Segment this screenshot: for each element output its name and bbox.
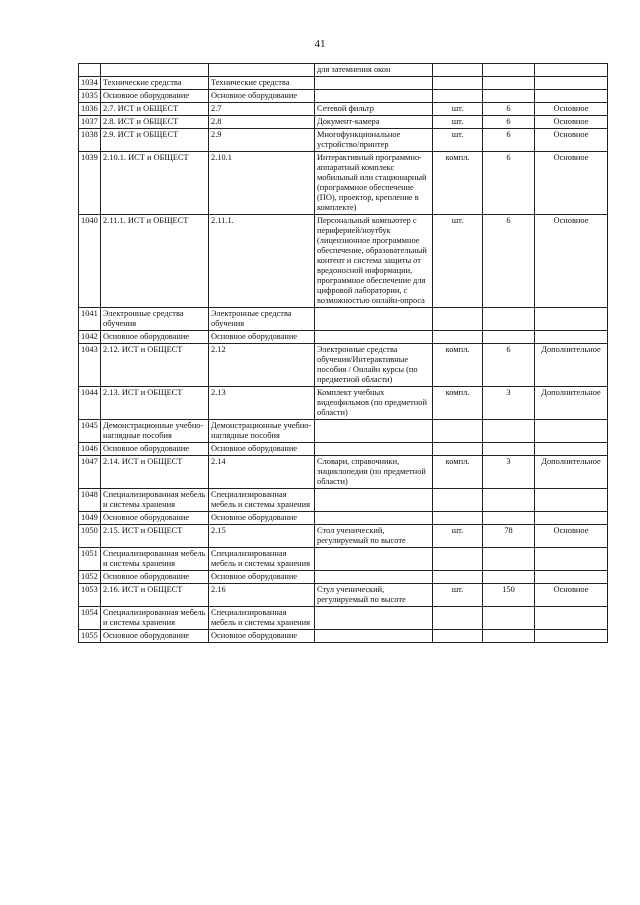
- equipment-type-cell: Основное: [535, 215, 608, 308]
- section-cell: Основное оборудование: [101, 630, 209, 643]
- equipment-type-cell: Дополнительное: [535, 456, 608, 489]
- quantity-cell: [483, 90, 535, 103]
- equipment-type-cell: [535, 64, 608, 77]
- row-number: 1041: [79, 308, 101, 331]
- row-number: 1044: [79, 387, 101, 420]
- equipment-table-body: [79, 64, 608, 643]
- equipment-type-cell: [535, 607, 608, 630]
- unit-cell: [433, 630, 483, 643]
- code-cell: 2.13: [209, 387, 315, 420]
- quantity-cell: [483, 331, 535, 344]
- item-name-cell: [315, 90, 433, 103]
- table-row: [79, 331, 608, 344]
- equipment-type-cell: [535, 90, 608, 103]
- equipment-type-cell: [535, 512, 608, 525]
- quantity-cell: [483, 630, 535, 643]
- item-name-cell: [315, 512, 433, 525]
- section-cell: 2.12. ИСТ и ОБЩЕСТ: [101, 344, 209, 387]
- code-cell: Основное оборудование: [209, 571, 315, 584]
- row-number: 1049: [79, 512, 101, 525]
- section-cell: 2.8. ИСТ и ОБЩЕСТ: [101, 116, 209, 129]
- row-number: 1036: [79, 103, 101, 116]
- equipment-type-cell: [535, 489, 608, 512]
- item-name-cell: Документ-камера: [315, 116, 433, 129]
- page-number: 41: [314, 38, 326, 50]
- equipment-type-cell: Основное: [535, 103, 608, 116]
- unit-cell: шт.: [433, 103, 483, 116]
- item-name-cell: Словари, справочники, энциклопедии (по предметной области): [315, 456, 433, 489]
- equipment-type-cell: Основное: [535, 116, 608, 129]
- section-cell: Специализированная мебель и системы хранения: [101, 489, 209, 512]
- item-name-cell: [315, 571, 433, 584]
- row-number: 1050: [79, 525, 101, 548]
- equipment-type-cell: [535, 571, 608, 584]
- code-cell: 2.10.1: [209, 152, 315, 215]
- section-cell: 2.7. ИСТ и ОБЩЕСТ: [101, 103, 209, 116]
- table-row: [79, 103, 608, 116]
- code-cell: Электронные средства обучения: [209, 308, 315, 331]
- row-number: 1042: [79, 331, 101, 344]
- quantity-cell: 3: [483, 387, 535, 420]
- code-cell: 2.16: [209, 584, 315, 607]
- table-row: [79, 630, 608, 643]
- item-name-cell: Стул ученический, регулируемый по высоте: [315, 584, 433, 607]
- item-name-cell: [315, 331, 433, 344]
- item-name-cell: [315, 630, 433, 643]
- code-cell: 2.7: [209, 103, 315, 116]
- unit-cell: [433, 77, 483, 90]
- quantity-cell: 6: [483, 152, 535, 215]
- item-name-cell: [315, 443, 433, 456]
- row-number: 1040: [79, 215, 101, 308]
- section-cell: 2.15. ИСТ и ОБЩЕСТ: [101, 525, 209, 548]
- equipment-type-cell: Основное: [535, 525, 608, 548]
- section-cell: [101, 64, 209, 77]
- code-cell: Специализированная мебель и системы хранения: [209, 489, 315, 512]
- equipment-type-cell: Основное: [535, 152, 608, 215]
- code-cell: 2.15: [209, 525, 315, 548]
- section-cell: 2.13. ИСТ и ОБЩЕСТ: [101, 387, 209, 420]
- code-cell: Основное оборудование: [209, 512, 315, 525]
- row-number: 1043: [79, 344, 101, 387]
- unit-cell: [433, 64, 483, 77]
- item-name-cell: Электронные средства обучения/Интерактивные пособия / Онлайн курсы (по предметной области): [315, 344, 433, 387]
- item-name-cell: [315, 607, 433, 630]
- code-cell: Технические средства: [209, 77, 315, 90]
- quantity-cell: 6: [483, 344, 535, 387]
- code-cell: 2.12: [209, 344, 315, 387]
- equipment-type-cell: [535, 420, 608, 443]
- code-cell: Основное оборудование: [209, 90, 315, 103]
- table-row: [79, 152, 608, 215]
- section-cell: Технические средства: [101, 77, 209, 90]
- unit-cell: [433, 420, 483, 443]
- code-cell: [209, 64, 315, 77]
- section-cell: 2.9. ИСТ и ОБЩЕСТ: [101, 129, 209, 152]
- quantity-cell: 6: [483, 129, 535, 152]
- code-cell: 2.14: [209, 456, 315, 489]
- equipment-type-cell: Основное: [535, 584, 608, 607]
- code-cell: Специализированная мебель и системы хранения: [209, 548, 315, 571]
- quantity-cell: [483, 571, 535, 584]
- unit-cell: шт.: [433, 215, 483, 308]
- section-cell: Основное оборудование: [101, 571, 209, 584]
- code-cell: Демонстрационные учебно-наглядные пособия: [209, 420, 315, 443]
- quantity-cell: [483, 308, 535, 331]
- unit-cell: компл.: [433, 456, 483, 489]
- row-number: 1034: [79, 77, 101, 90]
- row-number: 1035: [79, 90, 101, 103]
- quantity-cell: [483, 64, 535, 77]
- section-cell: Специализированная мебель и системы хранения: [101, 548, 209, 571]
- section-cell: Специализированная мебель и системы хранения: [101, 607, 209, 630]
- unit-cell: шт.: [433, 525, 483, 548]
- section-cell: Демонстрационные учебно-наглядные пособия: [101, 420, 209, 443]
- table-row: [79, 129, 608, 152]
- unit-cell: [433, 512, 483, 525]
- table-row: [79, 571, 608, 584]
- equipment-type-cell: Дополнительное: [535, 344, 608, 387]
- table-row: [79, 344, 608, 387]
- table-row: [79, 525, 608, 548]
- row-number: 1051: [79, 548, 101, 571]
- equipment-type-cell: [535, 331, 608, 344]
- item-name-cell: Интерактивный программно-аппаратный комплекс мобильный или стационарный (программное обеспечение (ПО), проектор, крепление в комплекте): [315, 152, 433, 215]
- unit-cell: компл.: [433, 387, 483, 420]
- unit-cell: [433, 331, 483, 344]
- section-cell: 2.11.1. ИСТ и ОБЩЕСТ: [101, 215, 209, 308]
- unit-cell: компл.: [433, 152, 483, 215]
- code-cell: 2.8: [209, 116, 315, 129]
- quantity-cell: 3: [483, 456, 535, 489]
- item-name-cell: Сетевой фильтр: [315, 103, 433, 116]
- row-number: 1045: [79, 420, 101, 443]
- unit-cell: [433, 90, 483, 103]
- item-name-cell: Многофункциональное устройство/принтер: [315, 129, 433, 152]
- section-cell: 2.16. ИСТ и ОБЩЕСТ: [101, 584, 209, 607]
- table-row: [79, 512, 608, 525]
- unit-cell: шт.: [433, 584, 483, 607]
- unit-cell: компл.: [433, 344, 483, 387]
- table-row: [79, 420, 608, 443]
- row-number: 1037: [79, 116, 101, 129]
- item-name-cell: Стол ученический, регулируемый по высоте: [315, 525, 433, 548]
- quantity-cell: 6: [483, 215, 535, 308]
- row-number: 1053: [79, 584, 101, 607]
- table-row: [79, 489, 608, 512]
- code-cell: 2.11.1.: [209, 215, 315, 308]
- section-cell: Основное оборудование: [101, 512, 209, 525]
- quantity-cell: 78: [483, 525, 535, 548]
- section-cell: Основное оборудование: [101, 443, 209, 456]
- row-number: 1047: [79, 456, 101, 489]
- equipment-table: [78, 63, 608, 643]
- table-row: [79, 77, 608, 90]
- unit-cell: [433, 308, 483, 331]
- unit-cell: шт.: [433, 129, 483, 152]
- equipment-type-cell: [535, 77, 608, 90]
- row-number: 1039: [79, 152, 101, 215]
- quantity-cell: [483, 443, 535, 456]
- row-number: 1054: [79, 607, 101, 630]
- unit-cell: [433, 489, 483, 512]
- table-row: [79, 215, 608, 308]
- section-cell: Основное оборудование: [101, 90, 209, 103]
- code-cell: Основное оборудование: [209, 443, 315, 456]
- section-cell: 2.14. ИСТ и ОБЩЕСТ: [101, 456, 209, 489]
- unit-cell: [433, 548, 483, 571]
- item-name-cell: [315, 420, 433, 443]
- row-number: 1052: [79, 571, 101, 584]
- section-cell: Электронные средства обучения: [101, 308, 209, 331]
- table-row: [79, 456, 608, 489]
- code-cell: Основное оборудование: [209, 630, 315, 643]
- quantity-cell: [483, 420, 535, 443]
- unit-cell: шт.: [433, 116, 483, 129]
- quantity-cell: [483, 489, 535, 512]
- code-cell: Специализированная мебель и системы хранения: [209, 607, 315, 630]
- code-cell: 2.9: [209, 129, 315, 152]
- unit-cell: [433, 571, 483, 584]
- quantity-cell: 150: [483, 584, 535, 607]
- table-row: [79, 387, 608, 420]
- row-number: 1048: [79, 489, 101, 512]
- table-row: [79, 90, 608, 103]
- equipment-type-cell: [535, 548, 608, 571]
- code-cell: Основное оборудование: [209, 331, 315, 344]
- row-number: 1038: [79, 129, 101, 152]
- table-row: [79, 64, 608, 77]
- unit-cell: [433, 607, 483, 630]
- item-name-cell: Персональный компьютер с периферией/ноутбук (лицензионное программное обеспечение, образовательный контент и система защиты от вредоносной информации, программное обеспечение для цифровой лаборатории, с возможностью онлайн-опроса: [315, 215, 433, 308]
- item-name-cell: [315, 548, 433, 571]
- equipment-type-cell: Дополнительное: [535, 387, 608, 420]
- row-number: [79, 64, 101, 77]
- table-row: [79, 443, 608, 456]
- row-number: 1055: [79, 630, 101, 643]
- equipment-type-cell: Основное: [535, 129, 608, 152]
- quantity-cell: [483, 607, 535, 630]
- unit-cell: [433, 443, 483, 456]
- table-row: [79, 308, 608, 331]
- table-row: [79, 607, 608, 630]
- item-name-cell: [315, 77, 433, 90]
- table-row: [79, 116, 608, 129]
- equipment-type-cell: [535, 443, 608, 456]
- quantity-cell: 6: [483, 103, 535, 116]
- equipment-type-cell: [535, 308, 608, 331]
- quantity-cell: 6: [483, 116, 535, 129]
- row-number: 1046: [79, 443, 101, 456]
- section-cell: Основное оборудование: [101, 331, 209, 344]
- equipment-type-cell: [535, 630, 608, 643]
- table-row: [79, 548, 608, 571]
- quantity-cell: [483, 512, 535, 525]
- item-name-cell: для затемнения окон: [315, 64, 433, 77]
- item-name-cell: Комплект учебных видеофильмов (по предметной области): [315, 387, 433, 420]
- quantity-cell: [483, 548, 535, 571]
- table-row: [79, 584, 608, 607]
- item-name-cell: [315, 489, 433, 512]
- section-cell: 2.10.1. ИСТ и ОБЩЕСТ: [101, 152, 209, 215]
- item-name-cell: [315, 308, 433, 331]
- quantity-cell: [483, 77, 535, 90]
